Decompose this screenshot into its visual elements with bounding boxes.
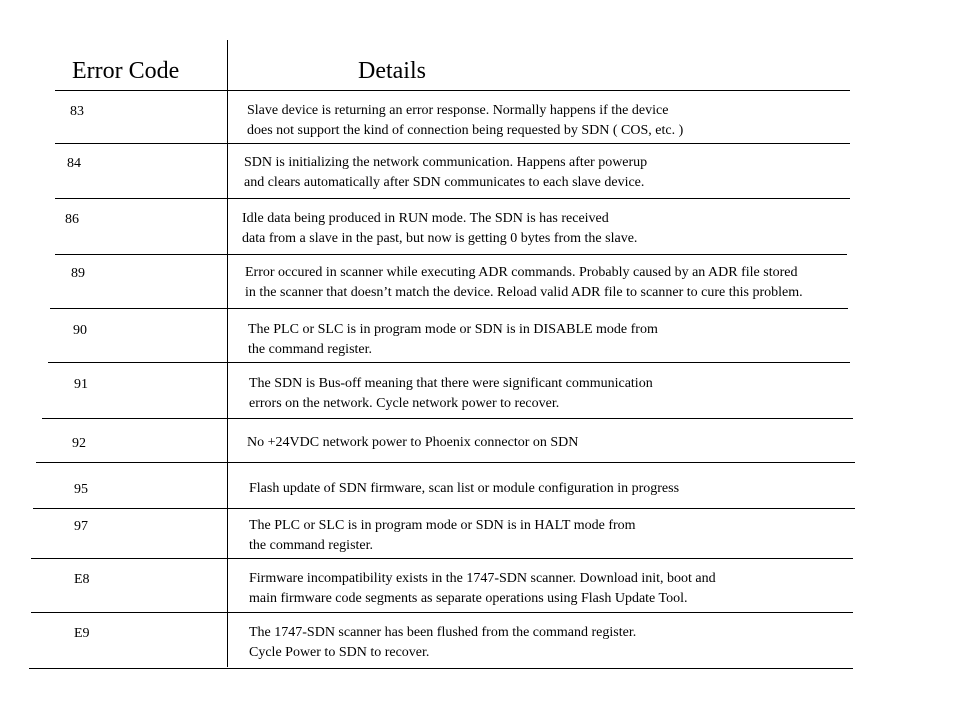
error-detail-89: [245, 263, 803, 303]
detail-line: Error occured in scanner while executing ADR commands. Probably caused by an ADR file stored: [245, 265, 798, 280]
details-header: Details: [358, 58, 426, 84]
detail-line: SDN is initializing the network communication. Happens after powerup: [244, 155, 648, 170]
detail-line: No +24VDC network power to Phoenix connector on SDN: [247, 435, 579, 450]
row-rule: [29, 668, 853, 669]
row-rule: [31, 558, 853, 559]
error-detail-91: [249, 374, 653, 414]
error-detail-92: [247, 433, 578, 453]
column-divider: [227, 40, 228, 667]
error-code-97: 97: [74, 519, 88, 534]
row-rule: [55, 143, 850, 144]
detail-line: Cycle Power to SDN to recover.: [249, 645, 430, 660]
error-code-95: 95: [74, 482, 88, 497]
error-code-header: Error Code: [72, 58, 180, 84]
error-code-89: 89: [71, 266, 85, 281]
detail-line: the command register.: [249, 538, 374, 553]
error-detail-95: [249, 479, 679, 499]
error-code-84: 84: [67, 156, 81, 171]
detail-line: does not support the kind of connection being requested by SDN ( COS, etc. ): [247, 123, 684, 138]
error-detail-e9: [249, 623, 636, 663]
detail-line: data from a slave in the past, but now is getting 0 bytes from the slave.: [242, 231, 638, 246]
error-detail-84: [244, 153, 647, 193]
error-code-e8: E8: [74, 572, 90, 587]
error-code-86: 86: [65, 212, 79, 227]
error-code-92: 92: [72, 436, 86, 451]
detail-line: in the scanner that doesn’t match the device. Reload valid ADR file to scanner to cure this problem.: [245, 285, 803, 300]
error-detail-e8: [249, 569, 716, 609]
row-rule: [33, 508, 855, 509]
error-detail-97: [249, 516, 636, 556]
detail-line: main firmware code segments as separate operations using Flash Update Tool.: [249, 591, 688, 606]
detail-line: Idle data being produced in RUN mode. The SDN is has received: [242, 211, 609, 226]
row-rule: [55, 254, 847, 255]
error-code-90: 90: [73, 323, 87, 338]
detail-line: errors on the network. Cycle network power to recover.: [249, 396, 560, 411]
row-rule: [36, 462, 855, 463]
row-rule: [48, 362, 850, 363]
detail-line: The PLC or SLC is in program mode or SDN is in HALT mode from: [249, 518, 636, 533]
detail-line: the command register.: [248, 342, 373, 357]
detail-line: The 1747-SDN scanner has been flushed from the command register.: [249, 625, 637, 640]
row-rule: [42, 418, 853, 419]
error-code-91: 91: [74, 377, 88, 392]
detail-line: Slave device is returning an error response. Normally happens if the device: [247, 103, 669, 118]
error-code-e9: E9: [74, 626, 90, 641]
error-detail-83: [247, 101, 683, 141]
error-detail-90: [248, 320, 658, 360]
detail-line: The SDN is Bus-off meaning that there were significant communication: [249, 376, 653, 391]
header-rule: [55, 90, 850, 91]
row-rule: [50, 308, 848, 309]
detail-line: Firmware incompatibility exists in the 1747-SDN scanner. Download init, boot and: [249, 571, 716, 586]
row-rule: [31, 612, 853, 613]
detail-line: The PLC or SLC is in program mode or SDN is in DISABLE mode from: [248, 322, 658, 337]
row-rule: [55, 198, 850, 199]
detail-line: Flash update of SDN firmware, scan list or module configuration in progress: [249, 481, 680, 496]
detail-line: and clears automatically after SDN communicates to each slave device.: [244, 175, 645, 190]
error-code-83: 83: [70, 104, 84, 119]
error-detail-86: [242, 209, 637, 249]
